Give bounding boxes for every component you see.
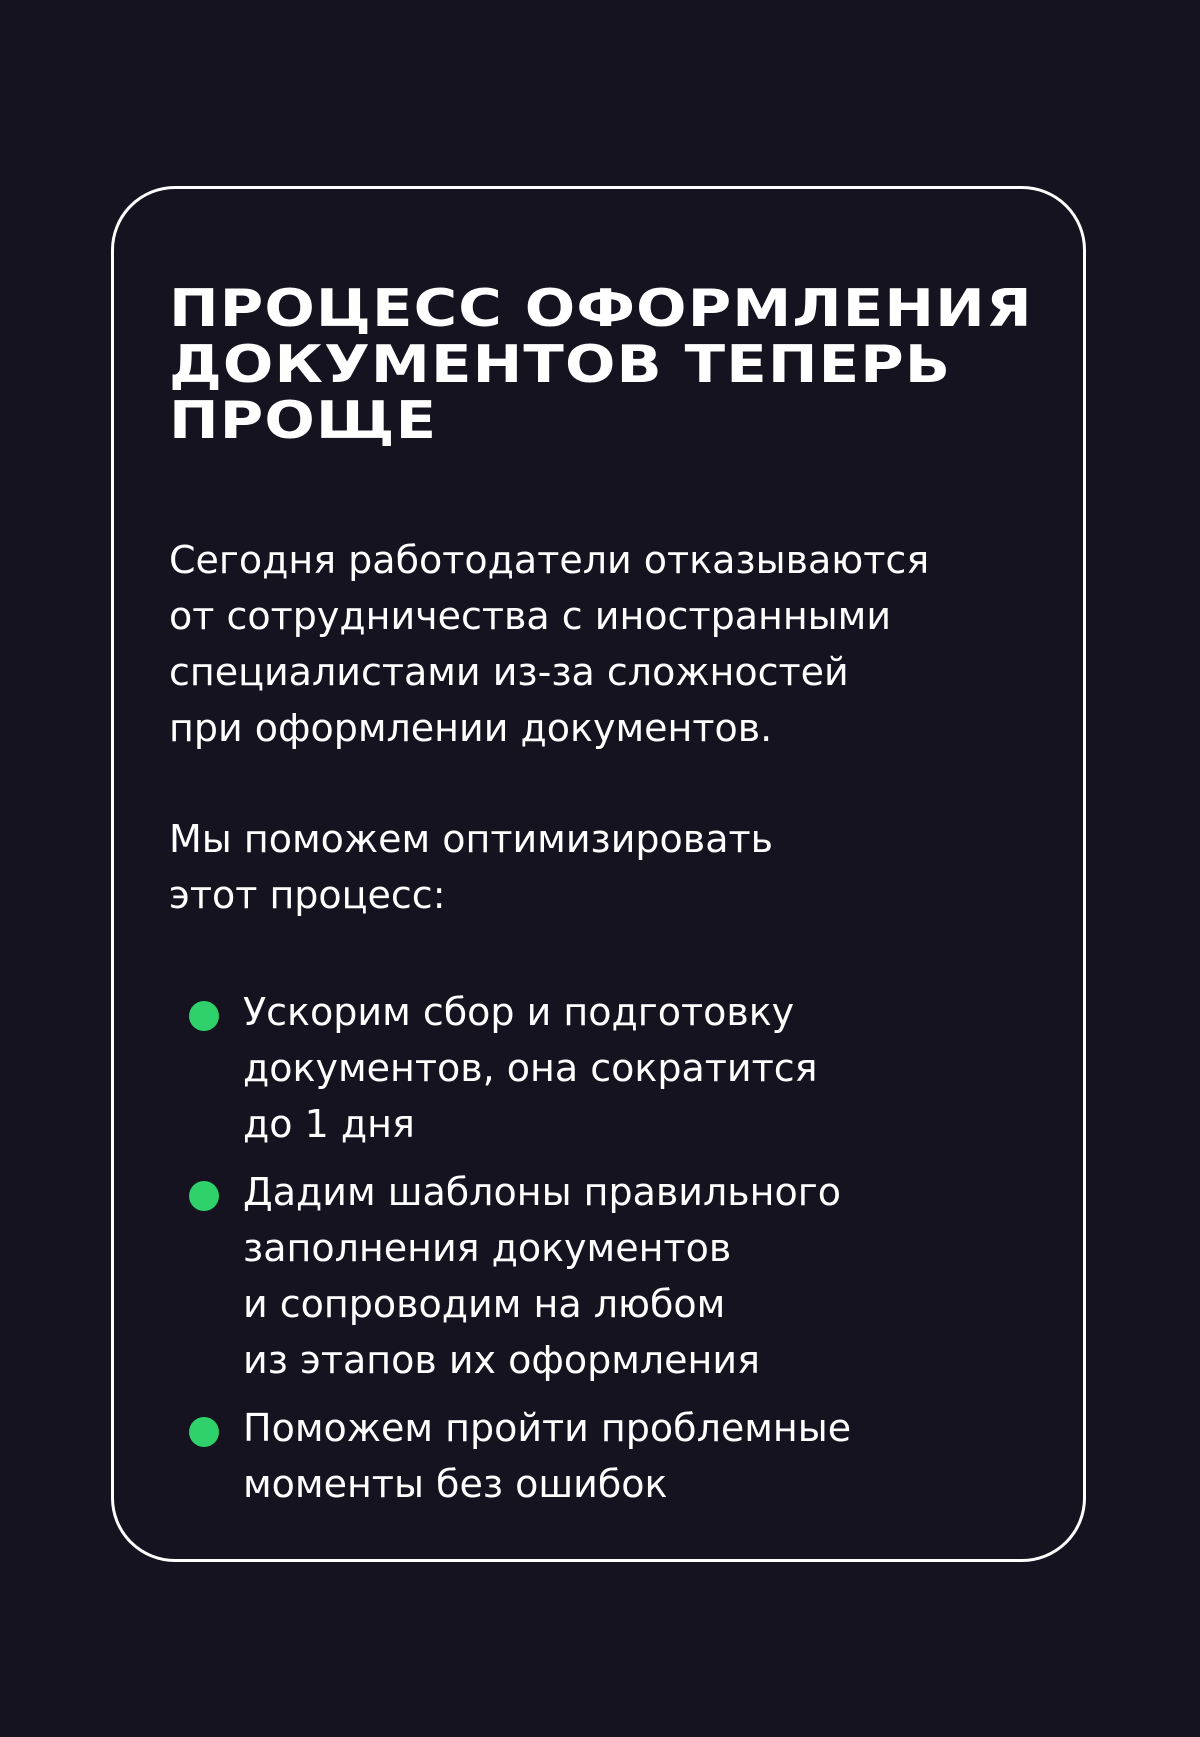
- green-bullet-icon: [189, 1417, 219, 1447]
- intro-line: Сегодня работодатели отказываются: [169, 538, 930, 582]
- intro-paragraph: [169, 532, 1069, 756]
- help-line: этот процесс:: [169, 873, 446, 917]
- benefit-line: Дадим шаблоны правильного: [243, 1170, 841, 1214]
- intro-line: от сотрудничества с иностранными: [169, 594, 892, 638]
- benefit-line: до 1 дня: [243, 1102, 415, 1146]
- help-paragraph: [169, 811, 1043, 923]
- benefit-line: Поможем пройти проблемные: [243, 1406, 852, 1450]
- benefit-line: заполнения документов: [243, 1226, 732, 1270]
- intro-line: специалистами из-за сложностей: [169, 650, 849, 694]
- benefit-line: документов, она сократится: [243, 1046, 818, 1090]
- benefit-line: моменты без ошибок: [243, 1462, 668, 1506]
- benefit-item: [189, 1164, 1043, 1388]
- benefits-list: [189, 984, 1043, 1512]
- benefit-line: и сопроводим на любом: [243, 1282, 726, 1326]
- info-card: [111, 186, 1086, 1562]
- benefit-item: [189, 1400, 1043, 1512]
- benefit-item: [189, 984, 1043, 1152]
- headline: [169, 281, 1149, 449]
- headline-line: ПРОЩЕ: [169, 391, 438, 451]
- green-bullet-icon: [189, 1001, 219, 1031]
- green-bullet-icon: [189, 1181, 219, 1211]
- help-line: Мы поможем оптимизировать: [169, 817, 774, 861]
- intro-line: при оформлении документов.: [169, 706, 773, 750]
- headline-line: ПРОЦЕСС ОФОРМЛЕНИЯ: [169, 279, 1033, 339]
- headline-line: ДОКУМЕНТОВ ТЕПЕРЬ: [169, 335, 952, 395]
- benefit-line: Ускорим сбор и подготовку: [243, 990, 795, 1034]
- benefit-line: из этапов их оформления: [243, 1338, 760, 1382]
